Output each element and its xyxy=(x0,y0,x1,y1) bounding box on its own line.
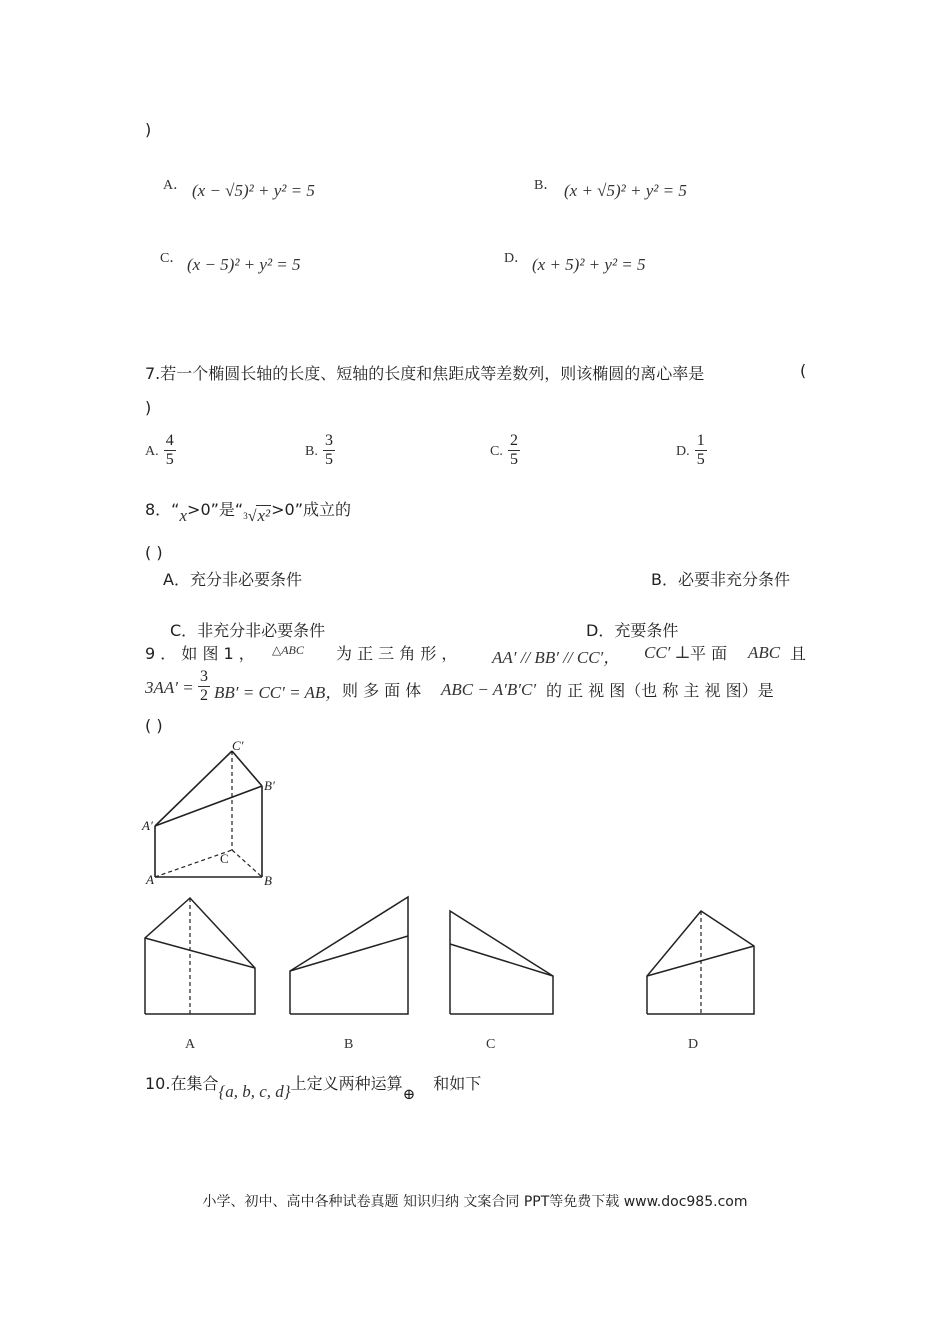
q9-line1-d: 且 xyxy=(790,644,807,663)
q7-option-b-fraction: $\frac{3}{5}$ xyxy=(324,432,333,468)
q8-paren: ( ) xyxy=(145,543,163,562)
q6-option-d-letter: D． xyxy=(504,251,529,266)
q7-open-paren: ( xyxy=(800,361,807,380)
q9-line2-b: 的 正 视 图（也 称 主 视 图）是 xyxy=(546,681,774,700)
view-label-d: D xyxy=(688,1037,699,1052)
q7-close-paren: ) xyxy=(145,398,152,417)
q9-parallel: AA′ // BB′ // CC′， xyxy=(492,648,621,667)
footer-text: 小学、初中、高中各种试卷真题 知识归纳 文案合同 PPT等免费下载 www.doc985.com xyxy=(202,1194,748,1210)
q8-option-a: A．充分非必要条件 xyxy=(163,570,302,589)
fig-label-c: C xyxy=(220,851,229,866)
q6-option-b-formula: (x + √5)² + y² = 5 xyxy=(564,181,687,200)
q7-option-c-fraction: $\frac{2}{5}$ xyxy=(509,432,518,468)
q6-close-paren: ) xyxy=(145,120,152,139)
q9-line2-a: 则 多 面 体 xyxy=(342,681,422,700)
q7-option-a-fraction: $\frac{4}{5}$ xyxy=(165,432,174,468)
q9-paren: ( ) xyxy=(145,716,163,735)
q9-polyhedron: ABC − A′B′C′ xyxy=(441,680,537,699)
q7-option-a-letter: A. xyxy=(145,444,159,459)
q9-plane: ABC xyxy=(748,643,781,662)
q9-cond-fraction: $\frac{3}{2}$ xyxy=(200,668,208,704)
q6-option-c-formula: (x − 5)² + y² = 5 xyxy=(187,255,301,274)
q9-line1-c: 平 面 xyxy=(690,644,728,663)
view-label-c: C xyxy=(486,1037,496,1052)
q8-stem: 8．“x>0”是“$_3√x^2>0$”成立的 xyxy=(145,500,352,525)
q7-option-c-letter: C. xyxy=(490,444,503,459)
q6-option-b-letter: B． xyxy=(534,178,558,193)
q6-option-d-formula: (x + 5)² + y² = 5 xyxy=(532,255,646,274)
q7-option-d-letter: D. xyxy=(676,444,690,459)
q6-option-a-letter: A． xyxy=(163,178,188,193)
q9-cond-a: 3AA′ = xyxy=(145,678,194,697)
view-c xyxy=(450,911,553,1014)
q8-option-d: D．充要条件 xyxy=(586,621,679,640)
q9-line1-a: 9 ． 如 图 1 ， xyxy=(145,644,255,663)
view-label-a: A xyxy=(185,1037,196,1052)
q9-cond-b: BB′ = CC′ = AB， xyxy=(214,683,343,702)
q8-option-b: B．必要非充分条件 xyxy=(651,570,790,589)
q7-text: 7.若一个椭圆长轴的长度、短轴的长度和焦距成等差数列，则该椭圆的离心率是 xyxy=(145,364,705,383)
fig-label-a1: A′ xyxy=(142,818,153,833)
q6-option-c-letter: C． xyxy=(160,251,184,266)
fig-label-b: B xyxy=(264,873,272,888)
q9-triangle: △ABC xyxy=(272,643,304,657)
view-label-b: B xyxy=(344,1037,354,1052)
fig-label-c1: C′ xyxy=(232,738,244,753)
view-d xyxy=(647,911,754,1014)
q10-stem: 10.在集合{a, b, c, d}上定义两种运算⊕和如下 xyxy=(145,1074,482,1103)
q7-option-d-fraction: $\frac{1}{5}$ xyxy=(696,432,705,468)
q8-option-c: C．非充分非必要条件 xyxy=(170,621,326,640)
q7-option-b-letter: B. xyxy=(305,444,318,459)
q6-option-a-formula: (x − √5)² + y² = 5 xyxy=(192,181,315,200)
view-a xyxy=(145,898,255,1014)
view-b xyxy=(290,897,408,1014)
q9-perp: CC′ ⊥ xyxy=(644,643,691,662)
q9-line1-b: 为 正 三 角 形 ， xyxy=(336,644,458,663)
fig-label-a: A xyxy=(146,872,154,887)
fig-label-b1: B′ xyxy=(264,778,275,793)
